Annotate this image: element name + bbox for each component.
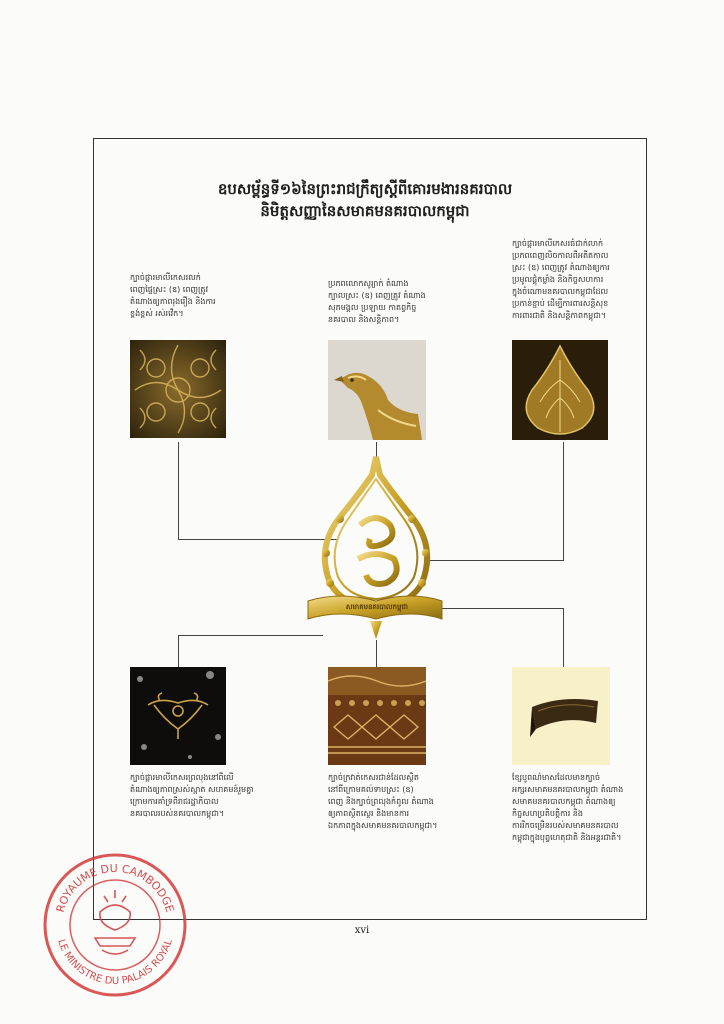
emblem-ribbon-text: សមាគមនគរបាលកម្ពុជា (345, 603, 409, 611)
seal-text-top: ROYAUME DU CAMBODGE (53, 861, 177, 914)
connector-line (432, 608, 564, 609)
connector-line (178, 635, 179, 667)
ornament-photo-pattern (130, 340, 226, 438)
page-number: xvi (354, 925, 370, 936)
title-line-2: និមិត្តសញ្ញានៃសមាគមនគរបាលកម្ពុជា (260, 202, 470, 220)
page-title (150, 178, 580, 222)
caption-bottom-center: ក្បាច់ក្រវាត់កេសរជាន់ដែលស្ថិត នៅពីក្រោមគល់ទាបស្រះ (ឧ) ពេញ និងក្បាច់ព្រលុងកំពូល តំណាង ឲ្យភាពស្ថិតស្ថេរ និងមានការ ឯកភាពក្នុងសមាគមនគរបាលកម្ពុជា។ (328, 773, 438, 830)
caption-bottom-left: ក្បាច់ផ្ការមាលីកេសរព្រលុងនៅពីលើ តំណាងឲ្យភាពស្រស់ស្អាត សហគមន៍រួមគ្នា ក្រោមការគាំទ្រពីរាជរដ្ឋាភិបាល នគរបាលរបស់នគរបាលកម្ពុជា។ (130, 773, 254, 818)
caption-bottom-right: ខ្សែបូពណ៌មាសដែលមានក្បាច់ អក្សរសមាគមនគរបាលកម្ពុជា តំណាង សមាគមនគរបាលកម្ពុជា តំណាងឲ្យ កិច្ចសហប្រតិបត្តិការ និង ការរីកចម្រើនរបស់សមាគមនគរបាល កម្ពុជាក្នុងបុព្វហេតុជាតិ និងអន្តរជាតិ។ (512, 773, 624, 842)
seal-text-bottom: LE MINISTRE DU PALAIS ROYAL (55, 937, 175, 988)
caption-top-center: ប្រភពលោកសូរ្យាក់ តំណាង ក្បាលស្រះ (ឧ) ពេញត្រូវ តំណាង សុភមង្គល ប្រឡាយ កាតព្វកិច្ច នគរបាល និងសន្តិភាព។ (328, 279, 426, 324)
association-emblem (300, 455, 450, 645)
ribbon-photo (512, 667, 610, 765)
connector-line (563, 442, 564, 560)
ornament-photo-leaf (512, 340, 608, 440)
royal-seal-stamp (40, 850, 190, 1000)
connector-line (563, 608, 564, 668)
connector-line (430, 560, 564, 561)
connector-line (178, 442, 179, 540)
caption-top-right: ក្បាច់ផ្ការមាលីកេសរធំជាក់លាក់ ប្រភពពេញលិចកាលពីអតីតកាល ស្រះ (ឧ) ពេញត្រូវ តំណាងឲ្យការ ប្រមូលផ្តុំកម្លាំង និងកិច្ចសហការ ក្នុងចំណោមនគរបាលកម្ពុជាដែល ប្រកាន់ខ្ជាប់ ដើម្បីការពារសន្តិសុខ ការពារជាតិ និងសន្តិភាពកម្ពុជា។ (512, 239, 610, 320)
ornament-photo-frieze (328, 667, 426, 765)
golden-bird-photo (328, 340, 426, 440)
title-line-1: ឧបសម្ព័ន្ធទី១៦នៃព្រះរាជក្រឹត្យស្ដីពីគោរមងារនគរបាល (217, 180, 513, 198)
ornament-photo-crest (130, 667, 226, 765)
caption-top-left: ក្បាច់ផ្ការមាលីកេសរលក់ ពេញផ្ទៃស្រះ (ឧ) ពេញត្រូវ តំណាងឲ្យភាពរុងរឿង និងការ ខ្ពង់ខ្ពស់ រស់រវើក។ (130, 273, 216, 318)
